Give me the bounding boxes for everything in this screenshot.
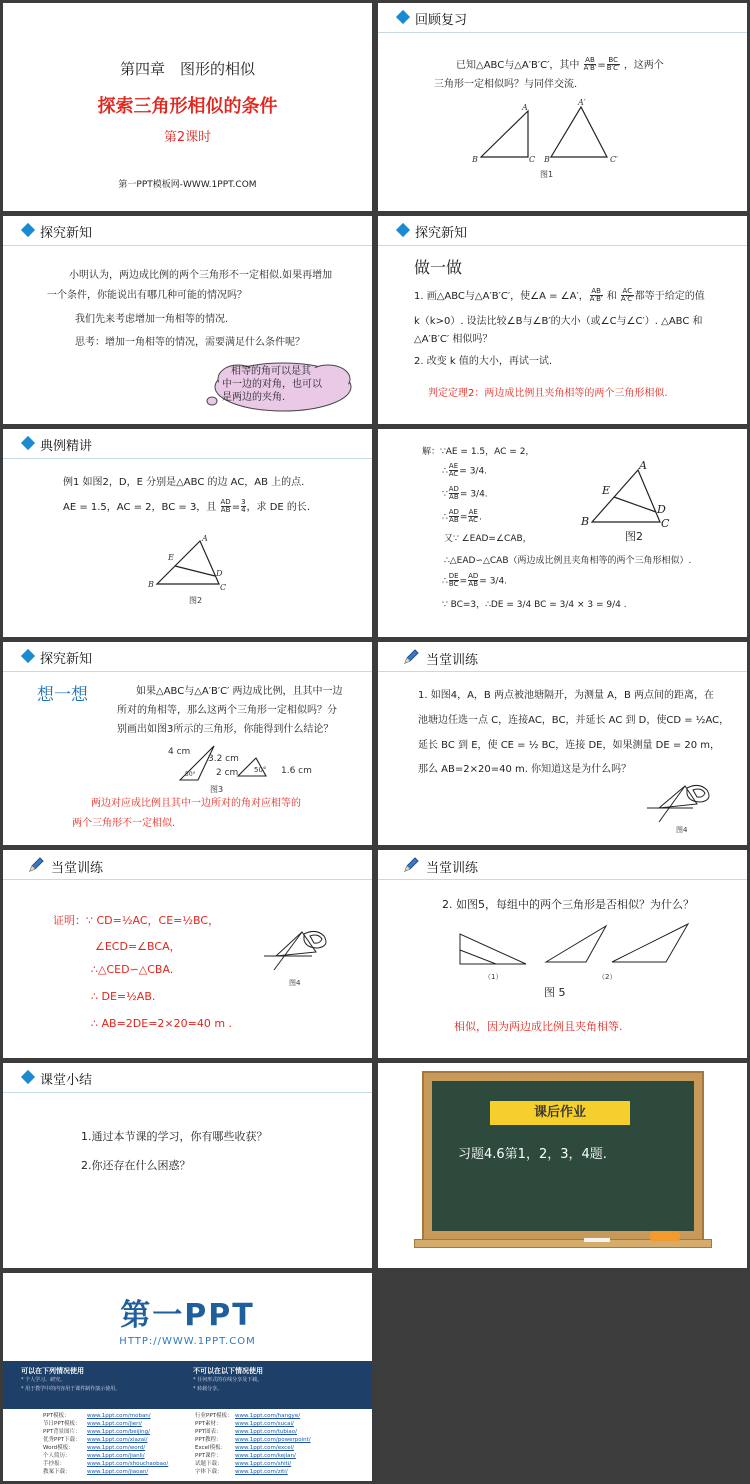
link-url[interactable]: www.1ppt.com/hangye/ <box>235 1413 301 1419</box>
label-A: A <box>639 459 647 472</box>
solution-line5: ∴△EAD∽△CAB（两边成比例且夹角相等的两个三角形相似）. <box>444 556 692 566</box>
slide-header <box>378 642 747 672</box>
label-D: D <box>216 569 223 578</box>
think-line1: 如果△ABC与△A′B′C′ 两边成比例，且其中一边 <box>136 686 343 697</box>
link-label: 节日PPT模板： <box>43 1421 81 1427</box>
link-label: 试题下载： <box>195 1461 223 1467</box>
link-url[interactable]: www.1ppt.com/sucai/ <box>235 1421 294 1427</box>
link-row <box>195 1436 365 1444</box>
solution-ratio1: ∴ $\frac{AE}{AC}$ = 3/4. <box>442 462 488 479</box>
header-title: 课堂小结 <box>40 1073 93 1088</box>
solution-ratio3: ∴ $\frac{AD}{AB}$ = $\frac{AE}{AC}$ . <box>442 508 482 525</box>
link-row <box>195 1460 365 1468</box>
label-B-prime: B′ <box>544 155 552 164</box>
example-line1: 例1 如图2，D，E 分别是△ABC 的边 AC，AB 上的点. <box>63 477 305 488</box>
paragraph-4: 思考：增加一角相等的情况，需要满足什么条件呢？ <box>75 337 305 348</box>
header-title: 当堂训练 <box>51 861 104 876</box>
slide-title <box>3 3 372 211</box>
slide-practice-1 <box>378 642 747 845</box>
figure-caption: 图2 <box>189 596 203 605</box>
solution-ratio2: ∵ $\frac{AD}{AB}$ = 3/4. <box>442 485 488 502</box>
link-url[interactable]: www.1ppt.com/jieri/ <box>87 1421 142 1427</box>
link-label: Excel模板： <box>195 1445 227 1451</box>
slide-example <box>3 429 372 637</box>
review-line1: 已知△ABC与△A′B′C′，其中 $\frac{AB}{A'B'}$ = $\frac{BC}{B'C'}$ ，这两个 <box>456 56 664 73</box>
site-credit: 第一PPT模板网-WWW.1PPT.COM <box>118 180 257 190</box>
link-label: PPT图表： <box>195 1429 222 1435</box>
step-1-line2: k（k>0）. 设法比较∠B与∠B′的大小（或∠C与∠C′）. △ABC 和 <box>414 316 703 327</box>
link-url[interactable]: www.1ppt.com/excel/ <box>235 1445 294 1451</box>
question-line1: 1. 如图4，A，B 两点被池塘隔开，为测量 A，B 两点间的距离，在 <box>418 690 715 701</box>
figure-caption: 图4 <box>289 979 301 987</box>
link-url[interactable]: www.1ppt.com/powerpoint/ <box>235 1437 311 1443</box>
header-title: 探究新知 <box>40 226 93 241</box>
link-url[interactable]: www.1ppt.com/shouchaobao/ <box>87 1461 169 1467</box>
link-url[interactable]: www.1ppt.com/jianli/ <box>87 1453 145 1459</box>
proof-line2: ∠ECD=∠BCA， <box>95 940 181 953</box>
cannot-use-2: * 转载分享。 <box>193 1386 223 1392</box>
header-title: 典例精讲 <box>40 439 93 454</box>
link-label: PPT背景图片： <box>43 1429 81 1435</box>
link-label: 字体下载： <box>195 1469 223 1475</box>
link-row <box>43 1436 203 1444</box>
label-E: E <box>602 484 611 497</box>
solution-line0: 解：∵AE = 1.5，AC = 2， <box>422 447 535 457</box>
solution-line4: 又∵ ∠EAD=∠CAB， <box>444 534 532 544</box>
pencil-icon <box>402 648 420 666</box>
paragraph-1: 小明认为，两边成比例的两个三角形不一定相似.如果再增加 <box>69 270 333 281</box>
slide-homework <box>378 1063 747 1268</box>
link-row <box>195 1444 365 1452</box>
question-line4: 那么 AB=2×20=40 m. 你知道这是为什么吗？ <box>418 764 632 775</box>
chapter-title: 第四章 图形的相似 <box>119 60 255 78</box>
link-row <box>43 1460 203 1468</box>
slide-header <box>3 429 372 459</box>
theorem-2: 判定定理2：两边成比例且夹角相等的两个三角形相似. <box>428 388 668 399</box>
link-row <box>43 1420 203 1428</box>
chalk-stick <box>584 1238 610 1242</box>
diamond-icon <box>21 1070 35 1084</box>
question-line3: 延长 BC 到 E，使 CE = ½ BC，连接 DE，如果测量 DE = 20 m， <box>418 740 721 751</box>
figure-caption: 图4 <box>676 826 688 834</box>
slide-header <box>3 1063 372 1093</box>
link-url[interactable]: www.1ppt.com/moban/ <box>87 1413 151 1419</box>
link-row <box>195 1420 365 1428</box>
figure-1-triangles <box>473 105 633 165</box>
cannot-use-title: 不可以在以下情况使用 <box>193 1367 263 1375</box>
paragraph-3: 我们先来考虑增加一角相等的情况. <box>75 314 229 325</box>
link-row <box>195 1452 365 1460</box>
brand-logo: 第一PPT <box>120 1298 255 1333</box>
label-B: B <box>581 515 590 528</box>
usage-banner <box>3 1361 372 1409</box>
link-row <box>195 1428 365 1436</box>
link-label: 行业PPT模板： <box>195 1413 233 1419</box>
slide-think <box>3 642 372 845</box>
homework-badge: 课后作业 <box>490 1101 630 1125</box>
header-title: 当堂训练 <box>426 861 479 876</box>
cloud-text-1: 相等的角可以是其 <box>231 366 311 377</box>
link-row <box>195 1412 365 1420</box>
figure-caption: 图 5 <box>544 986 566 999</box>
link-url[interactable]: www.1ppt.com/kejian/ <box>235 1453 296 1459</box>
header-title: 回顾复习 <box>415 13 468 28</box>
link-label: 手抄报： <box>43 1461 66 1467</box>
diamond-icon <box>21 436 35 450</box>
question-line2: 池塘边任选一点 C，连接AC，BC，并延长 AC 到 D，使CD = ½AC， <box>418 715 730 726</box>
slide-practice-2 <box>378 850 747 1058</box>
figure-2 <box>155 539 230 589</box>
link-label: PPT素材： <box>195 1421 222 1427</box>
angle-label-2: 50° <box>254 766 267 774</box>
label-C-prime: C′ <box>610 155 618 164</box>
diamond-icon <box>396 10 410 24</box>
slide-credits <box>3 1273 372 1481</box>
diamond-icon <box>396 223 410 237</box>
can-use-title: 可以在下列情况使用 <box>21 1367 84 1375</box>
pencil-icon <box>27 856 45 874</box>
slide-review <box>378 3 747 211</box>
step-1-line3: △A′B′C′ 相似吗？ <box>414 334 493 345</box>
slide-header <box>3 216 372 246</box>
label-C: C <box>529 155 536 164</box>
link-url[interactable]: www.1ppt.com/xiazai/ <box>87 1437 148 1443</box>
proof-line5: ∴ AB=2DE=2×20=40 m . <box>91 1017 233 1030</box>
label-A: A <box>522 103 528 112</box>
link-row <box>43 1452 203 1460</box>
proof-line3: ∴△CED∽△CBA. <box>91 963 174 976</box>
homework-text: 习题4.6第1，2，3，4题. <box>458 1147 607 1162</box>
measure-1-6cm: 1.6 cm <box>281 766 312 776</box>
think-line3: 别画出如图3所示的三角形，你能得到什么结论？ <box>117 724 334 735</box>
label-C: C <box>661 517 670 530</box>
link-url[interactable]: www.1ppt.com/word/ <box>87 1445 146 1451</box>
slide-header <box>3 850 372 880</box>
cannot-use-1: * 任何形式的在线分享及下载。 <box>193 1377 263 1383</box>
link-label: PPT教程： <box>195 1437 222 1443</box>
cloud-text-2: 中一边的对角，也可以 <box>222 379 322 390</box>
link-label: Word模板： <box>43 1445 74 1451</box>
solution-line7: ∵ BC=3，∴DE = 3/4 BC = 3/4 × 3 = 9/4 . <box>442 600 627 610</box>
pencil-icon <box>402 856 420 874</box>
think-line2: 所对的角相等，那么这两个三角形一定相似吗？分 <box>117 705 337 716</box>
solution-ratio6: ∴ $\frac{DE}{BC}$ = $\frac{AD}{AB}$ = 3/4. <box>442 572 508 589</box>
link-row <box>43 1412 203 1420</box>
proof-line4: ∴ DE=½AB. <box>91 990 156 1003</box>
brand-url: HTTP://WWW.1PPT.COM <box>119 1336 256 1347</box>
proof-line1: 证明：∵ CD=½AC，CE=½BC， <box>53 914 220 927</box>
link-row <box>43 1428 203 1436</box>
cloud-text-3: 是两边的夹角. <box>222 392 286 403</box>
question-2: 2. 如图5，每组中的两个三角形是否相似？为什么？ <box>442 898 694 911</box>
step-1-line1: 1. 画△ABC与△A′B′C′，使∠A = ∠A′， $\frac{AB}{A'B'}$ 和 $\frac{AC}{A'C'}$ 都等于给定的值 <box>414 287 705 304</box>
label-D: D <box>657 503 666 516</box>
label-A: A <box>202 534 208 543</box>
slide-header <box>3 642 372 672</box>
link-label: 优秀PPT下载： <box>43 1437 81 1443</box>
conclusion-1: 两边对应成比例且其中一边所对的角对应相等的 <box>91 798 301 809</box>
label-E: E <box>168 553 174 562</box>
slide-solution <box>378 429 747 637</box>
link-label: 教案下载： <box>43 1469 71 1475</box>
link-url[interactable]: www.1ppt.com/jiaoan/ <box>87 1469 149 1475</box>
paragraph-2: 一个条件，你能说出有哪几种可能的情况吗？ <box>47 290 247 301</box>
eraser <box>650 1231 680 1241</box>
measure-2cm: 2 cm <box>216 768 239 778</box>
figure-caption: 图3 <box>210 785 224 794</box>
slide-header <box>378 216 747 246</box>
figure-4-pond <box>643 782 718 824</box>
sub-figure-1: （1） <box>484 973 503 981</box>
step-2: 2. 改变 k 值的大小，再试一试. <box>414 356 553 367</box>
header-title: 当堂训练 <box>426 653 479 668</box>
example-line2: AE = 1.5，AC = 2，BC = 3，且 $\frac{AD}{AB}$ = $\frac{3}{4}$ ，求 DE 的长. <box>63 498 311 515</box>
review-line2: 三角形一定相似吗？与同伴交流. <box>434 79 578 90</box>
angle-label-1: 50° <box>185 771 196 778</box>
diamond-icon <box>21 649 35 663</box>
slide-header <box>378 3 747 33</box>
link-row <box>195 1468 365 1476</box>
link-row <box>43 1444 203 1452</box>
can-use-1: * 个人学习、研究。 <box>21 1377 66 1383</box>
label-B: B <box>472 155 478 164</box>
answer-2: 相似，因为两边成比例且夹角相等. <box>454 1020 623 1033</box>
think-title: 想一想 <box>37 685 88 705</box>
slide-practice-proof <box>3 850 372 1058</box>
links-left <box>43 1412 203 1476</box>
diamond-icon <box>21 223 35 237</box>
header-title: 探究新知 <box>40 652 93 667</box>
figure-caption: 图2 <box>625 530 643 543</box>
link-label: PPT课件： <box>195 1453 222 1459</box>
link-label: PPT模板： <box>43 1413 70 1419</box>
lesson-number: 第2课时 <box>163 130 212 145</box>
sub-figure-2: （2） <box>598 973 617 981</box>
activity-subtitle: 做一做 <box>414 258 463 277</box>
slide-header <box>378 850 747 880</box>
label-C: C <box>220 583 227 592</box>
measure-4cm: 4 cm <box>168 747 191 757</box>
slide-summary <box>3 1063 372 1268</box>
conclusion-2: 两个三角形不一定相似. <box>72 818 176 829</box>
link-url[interactable]: www.1ppt.com/tubiao/ <box>235 1429 297 1435</box>
summary-question-2: 2.你还存在什么困惑？ <box>81 1159 191 1172</box>
link-row <box>43 1468 203 1476</box>
link-url[interactable]: www.1ppt.com/ziti/ <box>235 1469 288 1475</box>
slide-explore-2 <box>378 216 747 424</box>
figure-4-proof <box>260 926 335 974</box>
can-use-2: * 用于教学中的内容用于课件制作演示使用。 <box>21 1386 121 1392</box>
slide-explore-1 <box>3 216 372 424</box>
links-right <box>195 1412 365 1476</box>
link-label: 个人简历： <box>43 1453 71 1459</box>
measure-3-2cm: 3.2 cm <box>208 754 239 764</box>
figure-caption: 图1 <box>540 170 554 179</box>
label-B: B <box>148 580 154 589</box>
lesson-main-title: 探索三角形相似的条件 <box>97 96 278 117</box>
link-url[interactable]: www.1ppt.com/shiti/ <box>235 1461 292 1467</box>
link-url[interactable]: www.1ppt.com/beijing/ <box>87 1429 151 1435</box>
summary-question-1: 1.通过本节课的学习，你有哪些收获？ <box>81 1130 268 1143</box>
header-title: 探究新知 <box>415 226 468 241</box>
label-A-prime: A′ <box>578 98 586 107</box>
figure-5 <box>456 922 696 970</box>
